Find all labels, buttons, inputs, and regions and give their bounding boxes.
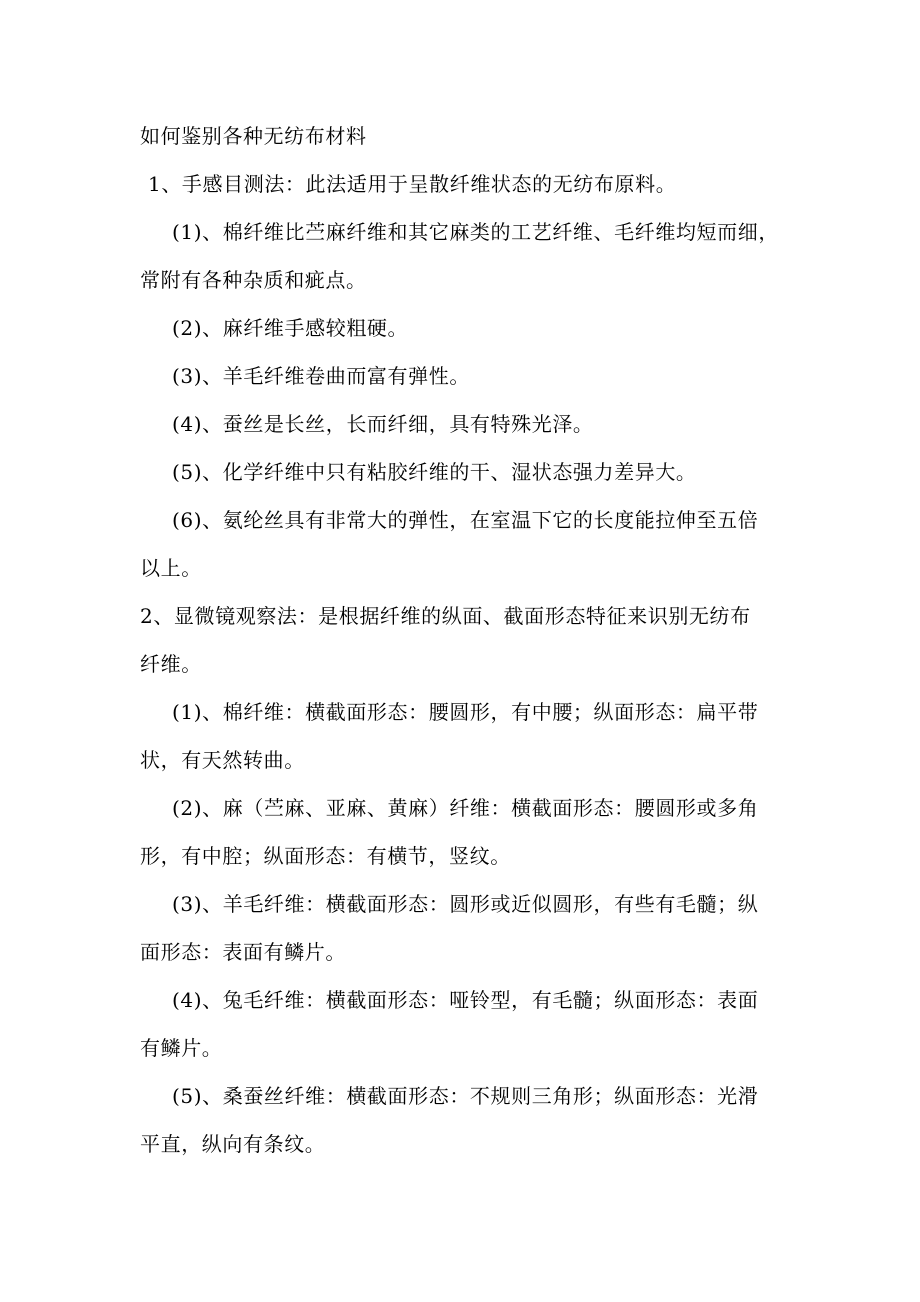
paragraph-line: (2)、麻（苎麻、亚麻、黄麻）纤维：横截面形态：腰圆形或多角 (172, 796, 759, 820)
paragraph-line: 形，有中腔；纵面形态：有横节，竖纹。 (140, 844, 511, 868)
paragraph-line: 状，有天然转曲。 (140, 748, 305, 772)
paragraph-line: 以上。 (140, 556, 202, 580)
paragraph-line: (5)、化学纤维中只有粘胶纤维的干、湿状态强力差异大。 (172, 460, 697, 484)
paragraph-line: (5)、桑蚕丝纤维：横截面形态：不规则三角形；纵面形态：光滑 (172, 1084, 759, 1108)
paragraph-line: 面形态：表面有鳞片。 (140, 940, 346, 964)
paragraph-line: 纤维。 (140, 652, 202, 676)
section-heading-2: 2、显微镜观察法：是根据纤维的纵面、截面形态特征来识别无纺布 (140, 604, 751, 628)
paragraph-line: (1)、棉纤维比苎麻纤维和其它麻类的工艺纤维、毛纤维均短而细， (172, 220, 779, 244)
document-title: 如何鉴别各种无纺布材料 (140, 124, 367, 148)
paragraph-line: 平直，纵向有条纹。 (140, 1132, 326, 1156)
paragraph-line: (2)、麻纤维手感较粗硬。 (172, 316, 409, 340)
paragraph-line: (4)、兔毛纤维：横截面形态：哑铃型，有毛髓；纵面形态：表面 (172, 988, 759, 1012)
paragraph-line: (6)、氨纶丝具有非常大的弹性，在室温下它的长度能拉伸至五倍 (172, 508, 759, 532)
paragraph-line: (1)、棉纤维：横截面形态：腰圆形，有中腰；纵面形态：扁平带 (172, 700, 759, 724)
paragraph-line: 有鳞片。 (140, 1036, 223, 1060)
paragraph-line: (3)、羊毛纤维：横截面形态：圆形或近似圆形，有些有毛髓；纵 (172, 892, 759, 916)
paragraph-line: (3)、羊毛纤维卷曲而富有弹性。 (172, 364, 470, 388)
paragraph-line: (4)、蚕丝是长丝，长而纤细，具有特殊光泽。 (172, 412, 594, 436)
section-heading-1: 1、手感目测法：此法适用于呈散纤维状态的无纺布原料。 (148, 172, 677, 196)
paragraph-line: 常附有各种杂质和疵点。 (140, 268, 367, 292)
